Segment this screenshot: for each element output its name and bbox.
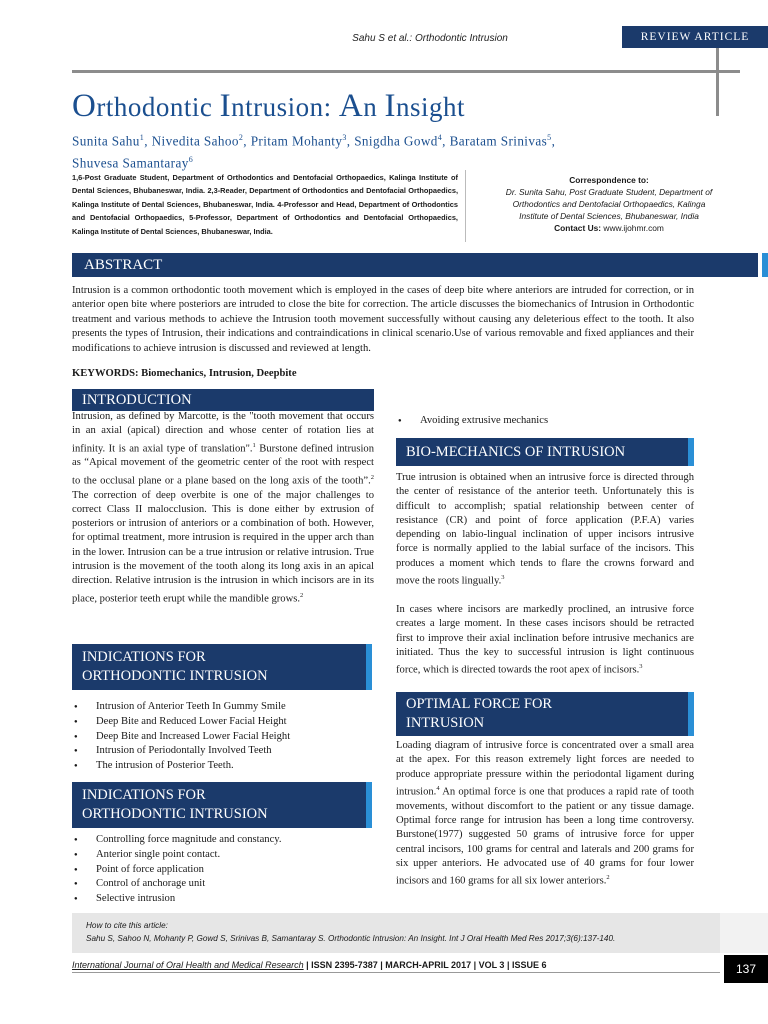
correspondence-line: Dr. Sunita Sahu, Post Graduate Student, Department of	[505, 187, 713, 197]
title-word: n	[363, 92, 385, 122]
author-name: Sunita Sahu	[72, 133, 140, 149]
author-sup: 1	[139, 133, 145, 142]
list-item: ● Controlling force magnitude and constancy.	[96, 833, 396, 848]
author-name: Nivedita Sahoo	[151, 133, 239, 149]
author-sup: 4	[437, 133, 443, 142]
page-number: 137	[724, 955, 768, 983]
author-sup: 3	[342, 133, 347, 142]
section-heading-optimal-force: OPTIMAL FORCE FOR INTRUSION	[396, 692, 688, 736]
correspondence-heading: Correspondence to:	[569, 175, 649, 185]
header-rule	[72, 70, 740, 73]
footer-rule	[72, 972, 720, 973]
citation-label: How to cite this article:	[86, 921, 168, 930]
author-name: Shuvesa Samantaray	[72, 155, 189, 171]
affiliation-divider	[465, 170, 466, 242]
list-item: ● Deep Bite and Reduced Lower Facial Height	[96, 715, 396, 730]
list-item: ● Point of force application	[96, 863, 396, 878]
author-sup: 5	[547, 133, 552, 142]
affiliations: 1,6-Post Graduate Student, Department of Orthodontics and Dentofacial Orthopaedics, Kalinga Institute of Dental Sciences, Bhubaneswar, India. 2,3-Reader, Department of Orthodontics and Dentofacial Orthopaedics, Kalinga Institute of Dental Sciences, Bhubaneswar, India. 4-Professor and Head, Department of Orthodontics and Dentofacial Orthopaedics, 5-Professor, Department of Orthodontics and Dentofacial Orthopaedics, Kalinga Institute of Dental Sciences, Bhubaneswar, India.	[72, 173, 458, 236]
author-name: Snigdha Gowd	[354, 133, 438, 149]
list-item: ● Selective intrusion	[96, 892, 396, 907]
section-heading-accent	[366, 644, 372, 690]
list-item: ● Anterior single point contact.	[96, 848, 396, 863]
citation-box-edge	[720, 913, 768, 953]
keywords: KEYWORDS: Biomechanics, Intrusion, Deepbite	[72, 368, 297, 379]
issue-details: | ISSN 2395-7387 | MARCH-APRIL 2017 | VOL 3 | ISSUE 6	[303, 960, 547, 970]
introduction-text: Intrusion, as defined by Marcotte, is the "tooth movement that occurs in an axial (apical) direction and whose center of rotation lies at infinity. It is an axial type of translation".$^1$ Burstone defined intrusion as “Apical movement of the geometric center of the root with respect to the occlusal plane or a plane based on the long axis of the tooth”.$^2$ The correction of deep overbite is one of the major challenges to correct Class II malocclusion. This is done either by extrusion of posteriors or intrusion of anteriors or a combination of both. However, for optimal treatment, more intrusion is required in the upper arch than in the lower. Intrusion can be a true intrusion or relative intrusion. True intrusion is the movement of the tooth along its long axis in an apical direction. Relative intrusion is the intrusion in which incisors are in its place, posterior teeth erupt while the mandible grows.$^2$	[72, 411, 374, 605]
header-vertical-rule	[716, 48, 719, 116]
section-heading-accent	[688, 692, 694, 736]
optimal-force-text: Loading diagram of intrusive force is concentrated over a small area at the apex. For this reason extremely light forces are needed to produce appropriate pressure within the periodontal ligament during intrusion.$^4$ An optimal force is one that produces a rapid rate of tooth movements, without discomfort to the patient or any tissue damage. Optimal force range for intrusion has been a long time controversy. Burstone(1977) suggested 50 grams of intrusive force for upper central incisors, 100 grams for central and laterals and 200 grams for six upper anteriors. He advocated use of 40 grams for four lower incisors and 160 grams for all six lower anteriors.$^2$	[396, 740, 694, 887]
biomechanics-paragraph-2: In cases where incisors are markedly proclined, an intrusive force creates a large moment. In these cases incisors should be retracted first to improve their axial inclination before intrusive mechanics are initiated. Thus the key to successful intrusion is light continuous force, which is directed towards the root apex of incisors.$^3$	[396, 604, 694, 676]
title-cap: I	[219, 88, 232, 124]
list-item: ● Intrusion of Anterior Teeth In Gummy Smile	[96, 700, 396, 715]
title-cap: A	[338, 88, 364, 124]
article-type-badge: REVIEW ARTICLE	[622, 26, 768, 48]
list-item: ● Deep Bite and Increased Lower Facial Height	[96, 730, 396, 745]
running-head: Sahu S et al.: Orthodontic Intrusion	[352, 33, 508, 44]
section-heading-indications-2: INDICATIONS FOR ORTHODONTIC INTRUSION	[72, 782, 366, 828]
author-list: Sunita Sahu$^1$, Nivedita Sahoo$^2$, Pritam Mohanty$^3$, Snigdha Gowd$^4$, Baratam Srinivas$^5$, Shuvesa Samantaray$^6$	[72, 133, 556, 171]
correspondence-line: Institute of Dental Sciences, Bhubaneswar, India	[519, 211, 699, 221]
indications-list	[72, 700, 396, 774]
section-heading-accent	[366, 782, 372, 828]
author-name: Baratam Srinivas	[449, 133, 548, 149]
author-name: Pritam Mohanty	[250, 133, 343, 149]
title-word: ntrusion:	[231, 92, 339, 122]
section-heading-biomechanics: BIO-MECHANICS OF INTRUSION	[396, 438, 688, 466]
abstract-heading: ABSTRACT	[72, 253, 758, 277]
author-sup: 6	[188, 155, 194, 165]
title-cap: I	[384, 88, 396, 124]
author-sup: 2	[238, 133, 244, 142]
citation-text: Sahu S, Sahoo N, Mohanty P, Gowd S, Srinivas B, Samantaray S. Orthodontic Intrusion: An Insight. Int J Oral Health Med Res 2017;3(6):137-140.	[86, 934, 616, 943]
journal-name[interactable]: International Journal of Oral Health and Medical Research	[72, 960, 304, 970]
list-item: ● Control of anchorage unit	[96, 877, 396, 892]
biomechanics-paragraph-1: True intrusion is obtained when an intrusive force is directed through the center of resistance of the anterior teeth. Unfortunately this is difficult to accomplish; spatial relationship between center of resistance (CR) and point of force application (P.F.A) varies depending on labio-lingual inclination of upper incisors intrusive force is normally applied to the labial surface of the incisors. This produces a moment which tends to flare the crowns forward and move the roots lingually.$^3$	[396, 472, 694, 587]
citation-box	[72, 913, 720, 953]
correspondence-block	[474, 174, 744, 234]
contact-link[interactable]: www.ijohmr.com	[603, 223, 664, 233]
list-item: ● Avoiding extrusive mechanics	[420, 414, 718, 429]
right-column-bullet	[396, 414, 718, 429]
indications-list-2	[72, 833, 396, 907]
abstract-text: Intrusion is a common orthodontic tooth movement which is employed in the cases of deep bite where anteriors are intruded for correction, or in anterior open bite where posteriors are intruded to close the bite for correction. The article discusses the biomechanics of Intrusion in Orthodontic treatment and various methods to achieve the Intrusion tooth movement successfully without causing any deleterious effect to the tooth. It also presents the types of Intrusion, their indications and contraindications in clinical scenario.Use of various removable and fixed appliances and their modifications to achieve intrusion is discussed and reviewed at length.	[72, 285, 694, 354]
title-cap: O	[72, 88, 97, 124]
article-title	[72, 88, 465, 125]
correspondence-line: Orthodontics and Dentofacial Orthopaedics, Kalinga	[512, 199, 706, 209]
section-heading-indications: INDICATIONS FOR ORTHODONTIC INTRUSION	[72, 644, 366, 690]
section-heading-accent	[688, 438, 694, 466]
page-footer	[72, 960, 712, 970]
section-heading-introduction: INTRODUCTION	[72, 389, 374, 411]
title-word: nsight	[395, 92, 465, 122]
contact-line: Contact Us: www.ijohmr.com	[554, 223, 664, 233]
list-item: ● Intrusion of Periodontally Involved Teeth	[96, 744, 396, 759]
title-word: rthodontic	[96, 92, 220, 122]
abstract-heading-accent	[762, 253, 768, 277]
list-item: ● The intrusion of Posterior Teeth.	[96, 759, 396, 774]
